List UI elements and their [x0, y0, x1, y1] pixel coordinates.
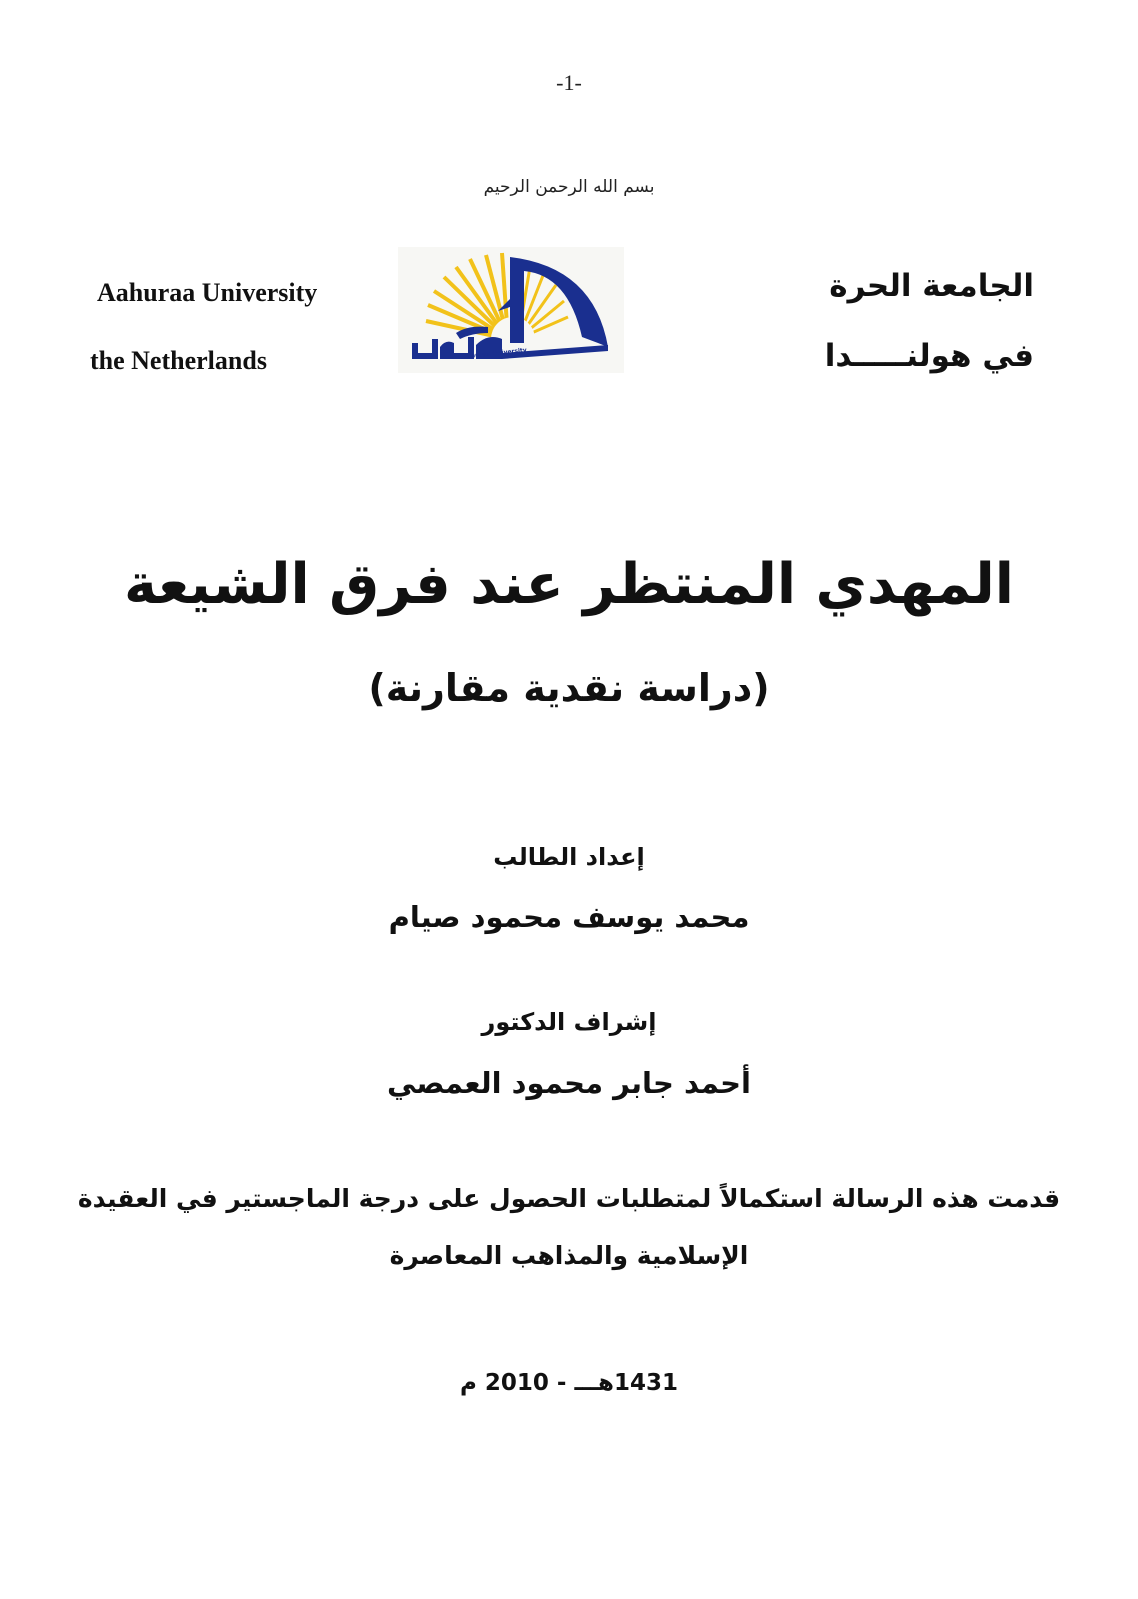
- university-name-ar: الجامعة الحرة: [829, 268, 1034, 304]
- dome-icon: [498, 257, 608, 347]
- thesis-subtitle: (دراسة نقدية مقارنة): [368, 666, 770, 710]
- supervision-label: إشراف الدكتور: [481, 1008, 657, 1036]
- logo-caption: Alhuraa University: [463, 346, 528, 361]
- prepared-by-label: إعداد الطالب: [493, 843, 645, 871]
- submission-statement: [0, 1170, 1138, 1284]
- submission-date: 1431هـــ - 2010 م: [460, 1370, 678, 1396]
- student-name: محمد يوسف محمود صيام: [388, 900, 750, 934]
- thesis-title: المهدي المنتظر عند فرق الشيعة: [124, 552, 1014, 617]
- submission-line-2: الإسلامية والمذاهب المعاصرة: [389, 1241, 749, 1270]
- university-name-en: Aahuraa University: [97, 278, 318, 307]
- basmala: بسم الله الرحمن الرحيم: [483, 177, 655, 197]
- page-number: -1-: [556, 70, 582, 95]
- supervisor-name: أحمد جابر محمود العمصي: [387, 1066, 751, 1100]
- university-logo: [398, 247, 624, 373]
- submission-line-1: قدمت هذه الرسالة استكمالاً لمتطلبات الحصول على درجة الماجستير في العقيدة: [77, 1184, 1061, 1213]
- university-country-en: the Netherlands: [90, 346, 267, 375]
- university-country-ar: في هولنـــــدا: [824, 338, 1034, 374]
